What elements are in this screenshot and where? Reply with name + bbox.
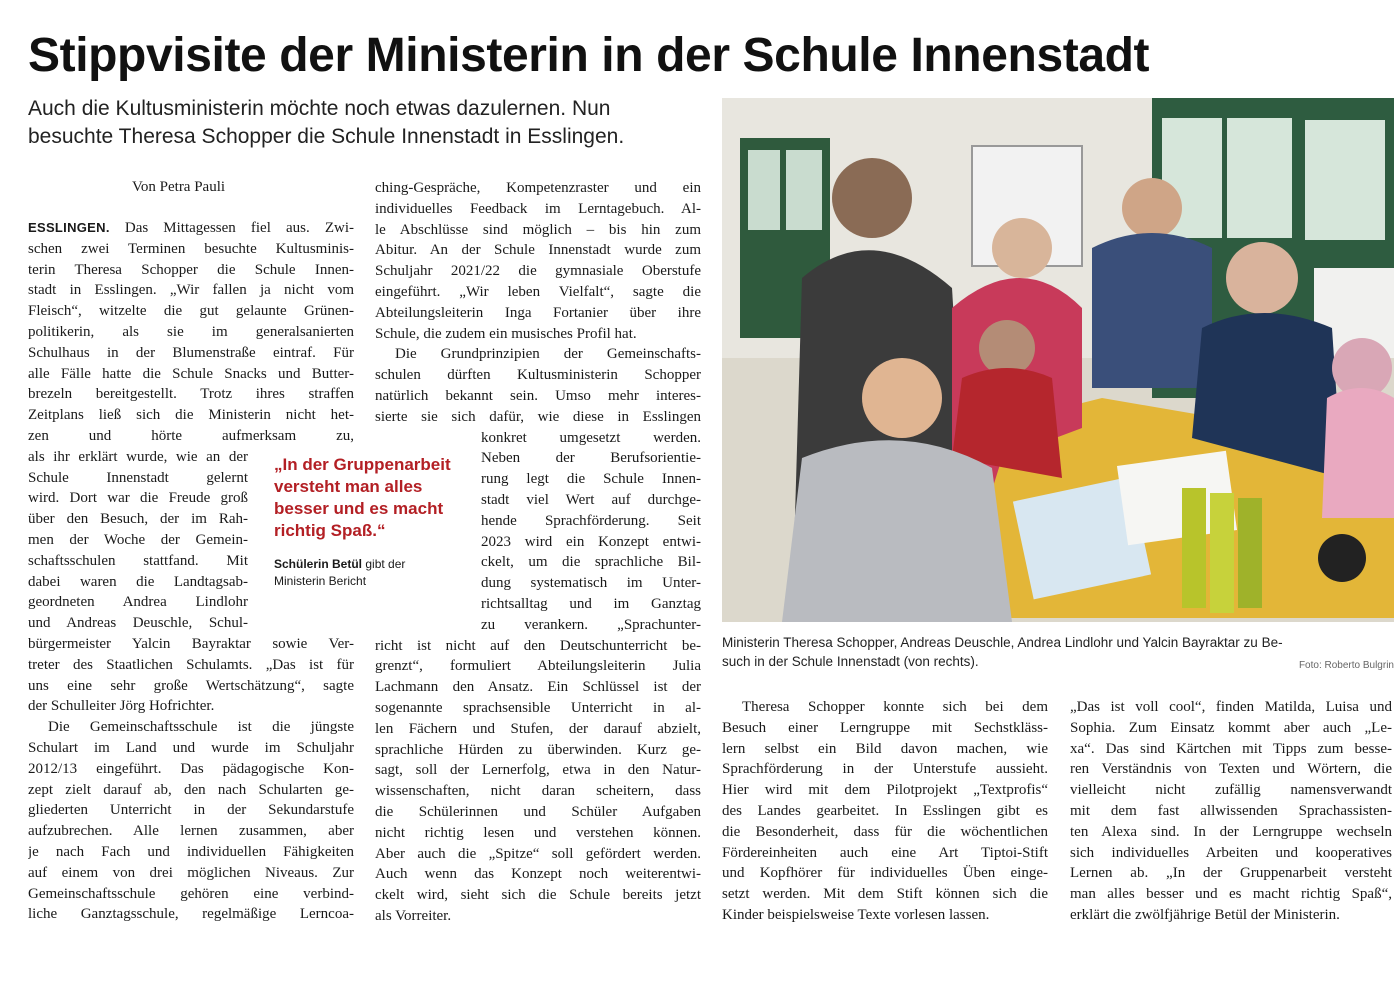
caption-line: such in der Schule Innenstadt (von rechts). — [722, 654, 979, 669]
column-line: Sophia. Zum Einsatz kommt aber auch „Le- — [1070, 719, 1392, 736]
column-line: Fleisch“, witzelte die gut gelaunte Grünen- — [28, 303, 354, 320]
column-line: individuelles Feedback im Lerntagebuch. Al- — [375, 200, 701, 217]
article-column-3 — [722, 697, 1048, 926]
column-line: zu verankern. „Sprachunter- — [481, 616, 701, 633]
column-line: des Landes gearbeitet. In Esslingen gibt es — [722, 802, 1048, 819]
column-line: Kinder beispielsweise Texte vorlesen lassen. — [722, 906, 990, 923]
column-line: grenzt“, formuliert Abteilungsleiterin Julia — [375, 658, 701, 675]
column-line: der Schulleiter Jörg Hofrichter. — [28, 698, 215, 715]
column-line: Auch wenn das Konzept noch weiterentwi- — [375, 866, 701, 883]
col1-lines — [28, 239, 354, 447]
column-line: sogenannte sprachsensible Unterricht in al- — [375, 699, 701, 716]
column-line: stadt in Esslingen. „Wir fallen ja nicht vom — [28, 282, 354, 299]
column-line: und Andreas Deuschle, Schul- — [28, 615, 248, 632]
column-line: mit dem fast allwissenden Sprachassisten- — [1070, 802, 1392, 819]
column-line: hende Sprachförderung. Seit — [481, 512, 701, 529]
column-line: schen zwei Terminen besuchte Kultusminis- — [28, 240, 354, 257]
column-line: Aber auch die „Spitze“ soll gefördert werden. — [375, 845, 701, 862]
column-line: sich individuelles Arbeiten und kooperatives — [1070, 844, 1392, 861]
column-line: Die Grundprinzipien der Gemeinschafts- — [395, 346, 701, 363]
column-line: Lachmann den Ansatz. Ein Schlüssel ist der — [375, 679, 701, 696]
col2-narrow-lines — [481, 428, 701, 636]
column-line: richt ist nicht auf den Deutschunterricht be- — [375, 637, 701, 654]
column-line: xa“. Das sind Kärtchen mit Tipps zum besse- — [1070, 740, 1392, 757]
column-line: Abteilungsleiterin Inga Fortanier über ihre — [375, 304, 701, 321]
quote-attribution-name: Schülerin Betül — [274, 557, 363, 571]
column-line: konkret umgesetzt werden. — [481, 429, 701, 446]
column-line: terin Theresa Schopper die Schule Innen- — [28, 261, 354, 278]
column-line: alle Fälle hatte die Schule Snacks und Butter- — [28, 365, 354, 382]
column-line: Gemeinschaftsschule gehören eine verbind- — [28, 885, 354, 902]
teaser — [28, 95, 718, 151]
column-line: stadt viel Wert auf durchge- — [481, 491, 701, 508]
column-line: Lernen ab. „In der Gruppenarbeit versteht — [1070, 865, 1392, 882]
article-column-4 — [1070, 697, 1392, 926]
column-line: Die Gemeinschaftsschule ist die jüngste — [48, 719, 354, 736]
photo-credit: Foto: Roberto Bulgrin — [1298, 660, 1394, 671]
headline: Stippvisite der Ministerin in der Schule Innenstadt — [28, 29, 1150, 82]
column-line: gliederten Unterricht in der Sekundarstufe — [28, 802, 354, 819]
column-line: eingeführt. „Wir leben Vielfalt“, sagte die — [375, 283, 701, 300]
column-line: rung legt die Schule Innen- — [481, 471, 701, 488]
column-line: vielleicht nicht zufällig namensverwandt — [1070, 782, 1392, 799]
column-line: ckelt, um die sprachliche Bil- — [481, 554, 701, 571]
column-line: Neben der Berufsorientie- — [481, 450, 701, 467]
article-photo — [722, 98, 1394, 622]
column-line: ckelt wird, sieht sich die Schule bereits jetzt — [375, 887, 701, 904]
column-line: zept zielt darauf ab, den nach Schularten ge- — [28, 781, 354, 798]
column-line: man alles besser und es macht richtig Spaß“, — [1070, 886, 1392, 903]
first-line-text: Das Mittagessen fiel aus. Zwi- — [109, 220, 354, 236]
col1-paragraph-2 — [28, 717, 354, 925]
column-line: ching-Gespräche, Kompetenzraster und ein — [375, 180, 701, 196]
column-line: als Vorreiter. — [375, 907, 452, 924]
col2-paragraph-2 — [375, 344, 701, 427]
col4-lines — [1070, 697, 1392, 926]
column-line: ren Verständnis von Texten und Wörtern, die — [1070, 761, 1392, 778]
col1-lines-after — [28, 634, 354, 717]
column-line: brezeln bereitgestellt. Trotz ihres straffen — [28, 386, 354, 403]
column-line: schaftsschulen stattfand. Mit — [28, 552, 248, 569]
column-line: sprachliche Hürden zu überwinden. Kurz ge- — [375, 741, 701, 758]
quote-attribution-text: gibt der — [362, 557, 406, 571]
column-line: Abitur. An der Schule Innenstadt wurde zum — [375, 242, 701, 259]
column-line: Besuch einer Lerngruppe mit Sechstkläss- — [722, 719, 1048, 736]
col1-narrow-lines — [28, 447, 248, 634]
column-line: schulen dürften Kultusministerin Schopper — [375, 367, 701, 384]
column-line: Schuljahr 2021/22 die gymnasiale Oberstufe — [375, 263, 701, 280]
column-line: die Schülerinnen und Schüler Aufgaben — [375, 803, 701, 820]
column-line: nicht richtig lesen und verstehen können. — [375, 824, 701, 841]
column-line: men der Woche der Gemein- — [28, 531, 248, 548]
col2-lines-after — [375, 636, 701, 927]
column-line: aufzubrechen. Alle lernen zusammen, aber — [28, 823, 354, 840]
column-line: Schule Innenstadt gelernt — [28, 469, 248, 486]
column-line: 2012/13 eingeführt. Das pädagogische Kon- — [28, 760, 354, 777]
column-line: die Besonderheit, dass für die wöchentlichen — [722, 823, 1048, 840]
column-line: wird. Dort war die Freude groß — [28, 490, 248, 507]
column-line: Schulhaus in der Blumenstraße eintraf. Für — [28, 344, 354, 361]
column-line: 2023 wird ein Konzept entwi- — [481, 533, 701, 550]
column-line: geordneten Andrea Lindlohr — [28, 594, 248, 611]
column-line: bürgermeister Yalcin Bayraktar sowie Ver- — [28, 635, 354, 652]
column-line: als ihr erklärt wurde, wie an der — [28, 448, 248, 465]
pull-quote-line: besser und es macht — [274, 499, 444, 518]
column-line: Schulart im Land und wurde im Schuljahr — [28, 739, 354, 756]
column-line: sierte sie sich dafür, wie diese in Esslingen — [375, 408, 701, 425]
col3-lines — [722, 697, 1048, 926]
column-line: dabei waren die Landtagsab- — [28, 573, 248, 590]
column-line: Hier wird mit dem Pilotprojekt „Textprofis“ — [722, 782, 1048, 799]
column-line: le Abschlüsse sind möglich – bis hin zum — [375, 221, 701, 238]
byline: Von Petra Pauli — [132, 179, 226, 195]
column-line: lern selbst ein Bild davon machen, wie — [722, 740, 1048, 757]
column-line: wissenschaften, nicht daran scheitern, dass — [375, 783, 701, 800]
column-line: „Das ist voll cool“, finden Matilda, Luisa und — [1070, 699, 1392, 715]
quote-attribution-line: Ministerin Bericht — [274, 574, 367, 588]
column-line: Fördereinheiten auch eine Art Tiptoi-Stift — [722, 844, 1048, 861]
column-line: je nach Fach und individuellen Fähigkeiten — [28, 843, 354, 860]
column-line: über den Besuch, der im Rah- — [28, 511, 248, 528]
column-line: sagt, soll der Lernerfolg, etwa in den Natur- — [375, 762, 701, 779]
article-column-2 — [375, 178, 701, 927]
column-line: Sprachförderung in der Unterstufe aussieht. — [722, 761, 1048, 778]
column-line — [28, 218, 354, 239]
column-line: Theresa Schopper konnte sich bei dem — [742, 699, 1048, 715]
column-line: richtsalltag und im Ganztag — [481, 595, 701, 612]
column-line: natürlich bekannt sein. Umso mehr interes- — [375, 387, 701, 404]
caption-line: Ministerin Theresa Schopper, Andreas Deuschle, Andrea Lindlohr und Yalcin Bayraktar zu Be- — [722, 635, 1283, 650]
column-line: auf einem von drei möglichen Niveaus. Zur — [28, 864, 354, 881]
column-line: und Kopfhörer für individuelles Üben einge- — [722, 865, 1048, 882]
column-line: dung systematisch im Unter- — [481, 575, 701, 592]
column-line: ten Alexa sind. In der Lerngruppe wechseln — [1070, 823, 1392, 840]
column-line: erklärt die zwölfjährige Betül der Ministerin. — [1070, 906, 1340, 923]
pull-quote-line: versteht man alles — [274, 477, 423, 496]
column-line: len Fächern und Stufen, der darauf abzielt, — [375, 720, 701, 737]
col2-lines — [375, 178, 701, 344]
column-line: liche Ganztagsschule, regelmäßige Lerncoa- — [28, 906, 354, 923]
column-line: setzt werden. Mit dem Stift können sich die — [722, 886, 1048, 903]
column-line: uns eine sehr große Wertschätzung“, sagte — [28, 677, 354, 694]
column-line: zen und hörte aufmerksam zu, — [28, 427, 354, 444]
column-line: Zeitplans ließ sich die Ministerin nicht het- — [28, 407, 354, 424]
teaser-line: Auch die Kultusministerin möchte noch etwas dazulernen. Nun — [28, 97, 611, 120]
column-line: Schule, die zudem ein musisches Profil hat. — [375, 325, 637, 342]
column-line: politikerin, als sie im generalsanierten — [28, 323, 354, 340]
pull-quote-line: richtig Spaß.“ — [274, 521, 386, 540]
column-line: treter des Staatlichen Schulamts. „Das ist für — [28, 656, 354, 673]
teaser-line: besuchte Theresa Schopper die Schule Innenstadt in Esslingen. — [28, 125, 625, 148]
pull-quote-line: „In der Gruppenarbeit — [274, 455, 451, 474]
dateline: ESSLINGEN. — [28, 220, 110, 235]
